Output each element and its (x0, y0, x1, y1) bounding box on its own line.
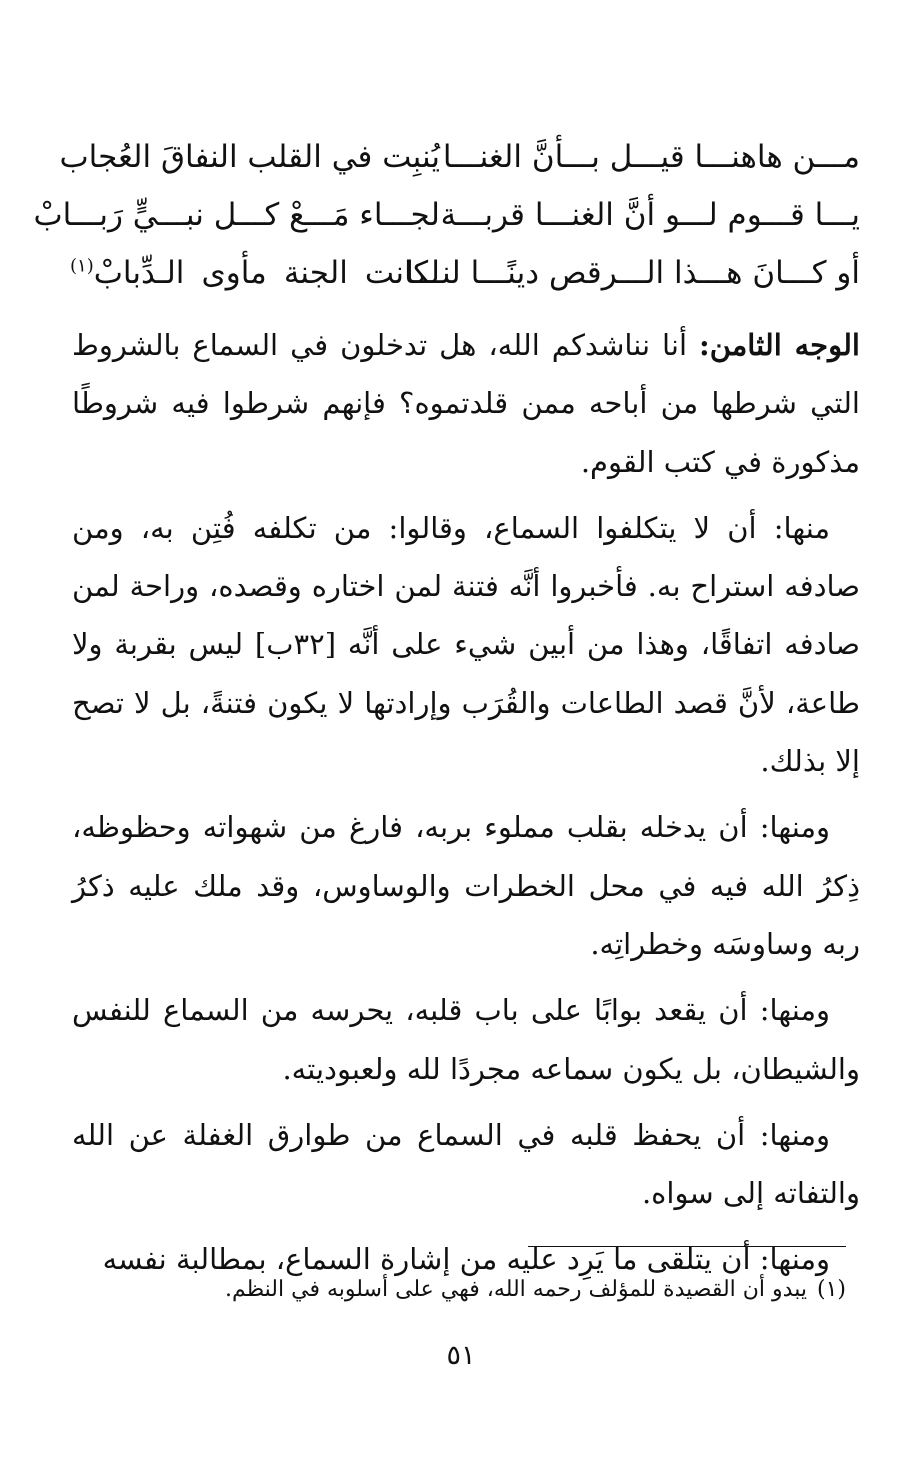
verse-first-hemistich: أو كـــانَ هـــذا الـــرقص دينًـــا لنـــا (405, 255, 860, 291)
poem-verse (33, 186, 860, 244)
paragraph-condition: ومنها: أن يتلقى ما يَرِد عليه من إشارة السماع، بمطالبة نفسه (102, 1242, 830, 1277)
poem-verse (70, 244, 860, 302)
verse-second-hemistich-text: لكانت الجنة مأوى الـدِّبابْ (93, 255, 440, 291)
footnote-separator (528, 1246, 846, 1247)
footnote-reference[interactable]: (١) (70, 255, 94, 277)
paragraph-text: أنا نناشدكم الله، هل تدخلون في السماع بالشروط التي شرطها من أباحه ممن قلدتموه؟ فإنهم شرطوا فيه شروطًا مذكورة في كتب القوم. (72, 328, 860, 479)
paragraph-condition: منها: أن لا يتكلفوا السماع، وقالوا: من تكلفه فُتِن به، ومن صادفه استراح به. فأخبروا أنَّه فتنة لمن اختاره وقصده، وراحة لمن صادفه اتفاقًا، وهذا من أبين شيء على أنَّه [٣٢ب] ليس بقربة ولا طاعة، لأنَّ قصد الطاعات والقُرَب وإرادتها لا يكون فتنةً، بل لا تصح إلا بذلك. (72, 510, 860, 779)
verse-second-hemistich: يُنبِت في القلب النفاقَ العُجاب (59, 139, 440, 175)
paragraph-eighth-aspect (72, 316, 860, 491)
poem-verse (59, 128, 860, 186)
footnote-marker: (١) (816, 1277, 846, 1302)
verse-first-hemistich: مـــن هاهنـــا قيـــل بـــأنَّ الغنـــا (442, 139, 860, 175)
paragraph-condition: ومنها: أن يقعد بوابًا على باب قلبه، يحرسه من السماع للنفس والشيطان، بل يكون سماعه مجردًا لله ولعبوديته. (72, 993, 860, 1086)
body-text (72, 316, 860, 1297)
footnote (66, 1274, 846, 1306)
verse-second-hemistich: لجـــاء مَـــعْ كـــل نبـــيٍّ رَبـــابْ (33, 197, 440, 233)
verse-second-hemistich (70, 255, 440, 291)
poem-block (33, 128, 860, 302)
verse-first-hemistich: يـــا قـــوم لـــو أنَّ الغنـــا قربـــة (440, 197, 860, 233)
page-number: ٥١ (446, 1340, 476, 1371)
paragraph-condition: ومنها: أن يدخله بقلب مملوء بربه، فارغ من شهواته وحظوظه، ذِكرُ الله فيه في محل الخطرات والوساوس، وقد ملك عليه ذكرُ ربه وساوسَه وخطراتِه. (72, 810, 860, 961)
paragraph-condition: ومنها: أن يحفظ قلبه في السماع من طوارق الغفلة عن الله والتفاته إلى سواه. (72, 1117, 860, 1211)
section-heading: الوجه الثامن: (698, 328, 860, 362)
footnote-text: يبدو أن القصيدة للمؤلف رحمه الله، فهي على أسلوبه في النظم. (224, 1277, 807, 1302)
